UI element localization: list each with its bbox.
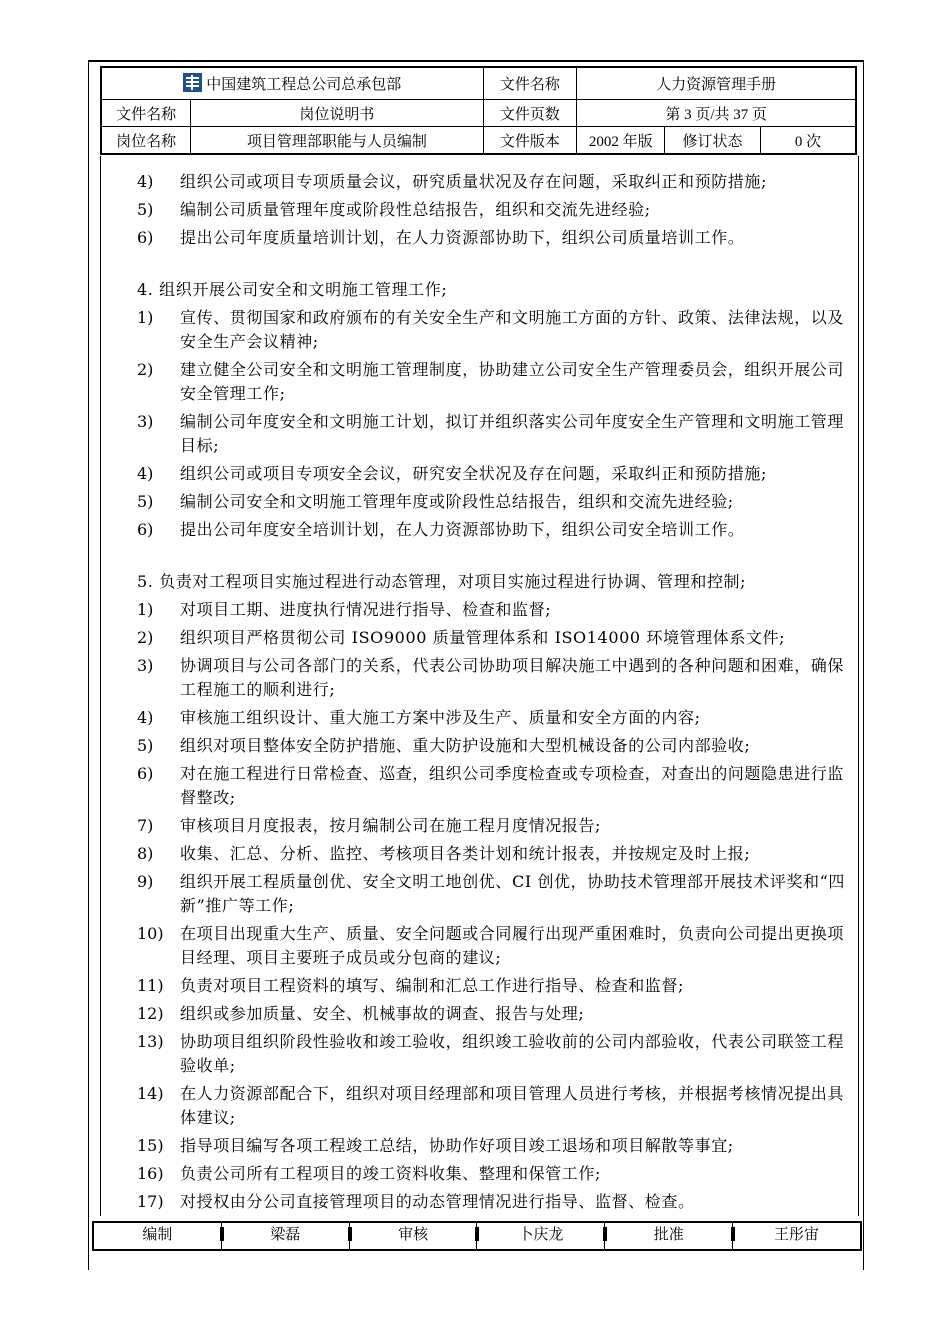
list-item: 6) 提出公司年度质量培训计划，在人力资源部协助下，组织公司质量培训工作。 <box>137 228 745 247</box>
reviewed-value: 卜庆龙 <box>476 1223 604 1249</box>
list-item: 3) 编制公司年度安全和文明施工计划，拟订并组织落实公司年度安全生产管理和文明施工管理目标; <box>137 412 845 455</box>
section-heading-safety: 4. 组织开展公司安全和文明施工管理工作; <box>137 280 448 299</box>
prepared-label: 编制 <box>94 1223 221 1249</box>
revision-value: 0 次 <box>760 127 856 155</box>
version-value: 2002 年版 <box>577 127 665 155</box>
doc-name-value: 岗位说明书 <box>191 100 483 127</box>
list-item: 5) 编制公司质量管理年度或阶段性总结报告，组织和交流先进经验; <box>137 200 651 219</box>
list-item: 4) 组织公司或项目专项质量会议，研究质量状况及存在问题，采取纠正和预防措施; <box>137 172 767 191</box>
position-label: 岗位名称 <box>101 127 191 155</box>
list-item: 16) 负责公司所有工程项目的竣工资料收集、整理和保管工作; <box>137 1164 601 1183</box>
reviewed-label: 审核 <box>349 1223 477 1249</box>
signature-footer <box>92 1221 862 1251</box>
company-cell <box>101 67 483 100</box>
list-item: 6) 提出公司年度安全培训计划，在人力资源部协助下，组织公司安全培训工作。 <box>137 520 745 539</box>
document-body <box>137 170 853 1218</box>
list-item: 4) 组织公司或项目专项安全会议，研究安全状况及存在问题，采取纠正和预防措施; <box>137 464 767 483</box>
list-item: 3) 协调项目与公司各部门的关系，代表公司协助项目解决施工中遇到的各种问题和困难，确保工程施工的顺利进行; <box>137 656 845 699</box>
pages-value: 第 3 页/共 37 页 <box>577 100 856 127</box>
cscec-logo-icon <box>183 73 202 92</box>
quality-items <box>137 170 853 250</box>
version-label: 文件版本 <box>483 127 577 155</box>
list-item: 5) 组织对项目整体安全防护措施、重大防护设施和大型机械设备的公司内部验收; <box>137 736 751 755</box>
list-item: 11) 负责对项目工程资料的填写、编制和汇总工作进行指导、检查和监督; <box>137 976 684 995</box>
safety-items <box>137 306 853 542</box>
file-name-label: 文件名称 <box>483 67 577 100</box>
document-header-table <box>100 66 857 155</box>
pages-label: 文件页数 <box>483 100 577 127</box>
list-item: 2) 组织项目严格贯彻公司 ISO9000 质量管理体系和 ISO14000 环境管理体系文件; <box>137 628 786 647</box>
list-item: 8) 收集、汇总、分析、监控、考核项目各类计划和统计报表，并按规定及时上报; <box>137 844 751 863</box>
list-item: 6) 对在施工程进行日常检查、巡查，组织公司季度检查或专项检查，对查出的问题隐患进行监督整改; <box>137 764 845 807</box>
list-item: 4) 审核施工组织设计、重大施工方案中涉及生产、质量和安全方面的内容; <box>137 708 701 727</box>
approved-value: 王彤宙 <box>732 1223 860 1249</box>
list-item: 12) 组织或参加质量、安全、机械事故的调查、报告与处理; <box>137 1004 585 1023</box>
approved-label: 批准 <box>604 1223 732 1249</box>
list-item: 13) 协助项目组织阶段性验收和竣工验收，组织竣工验收前的公司内部验收，代表公司联签工程验收单; <box>137 1032 845 1075</box>
list-item: 1) 宣传、贯彻国家和政府颁布的有关安全生产和文明施工方面的方针、政策、法律法规，以及安全生产会议精神; <box>137 308 845 351</box>
list-item: 7) 审核项目月度报表，按月编制公司在施工程月度情况报告; <box>137 816 601 835</box>
company-name: 中国建筑工程总公司总承包部 <box>206 77 402 93</box>
list-item: 2) 建立健全公司安全和文明施工管理制度，协助建立公司安全生产管理委员会，组织开展公司安全管理工作; <box>137 360 845 403</box>
prepared-value: 梁磊 <box>221 1223 349 1249</box>
revision-label: 修订状态 <box>665 127 761 155</box>
doc-name-label: 文件名称 <box>101 100 191 127</box>
project-items <box>137 598 853 1214</box>
list-item: 15) 指导项目编写各项工程竣工总结，协助作好项目竣工退场和项目解散等事宜; <box>137 1136 734 1155</box>
list-item: 14) 在人力资源部配合下，组织对项目经理部和项目管理人员进行考核，并根据考核情况提出具体建议; <box>137 1084 845 1127</box>
file-name-value: 人力资源管理手册 <box>577 67 856 100</box>
list-item: 10) 在项目出现重大生产、质量、安全问题或合同履行出现严重困难时，负责向公司提出更换项目经理、项目主要班子成员或分包商的建议; <box>137 924 845 967</box>
position-value: 项目管理部职能与人员编制 <box>191 127 483 155</box>
list-item: 17) 对授权由分公司直接管理项目的动态管理情况进行指导、监督、检查。 <box>137 1192 695 1211</box>
list-item: 5) 编制公司安全和文明施工管理年度或阶段性总结报告，组织和交流先进经验; <box>137 492 734 511</box>
list-item: 9) 组织开展工程质量创优、安全文明工地创优、CI 创优，协助技术管理部开展技术评奖和“四新”推广等工作; <box>137 872 846 915</box>
list-item: 1) 对项目工期、进度执行情况进行指导、检查和监督; <box>137 600 552 619</box>
section-heading-project: 5. 负责对工程项目实施过程进行动态管理，对项目实施过程进行协调、管理和控制; <box>137 572 747 591</box>
